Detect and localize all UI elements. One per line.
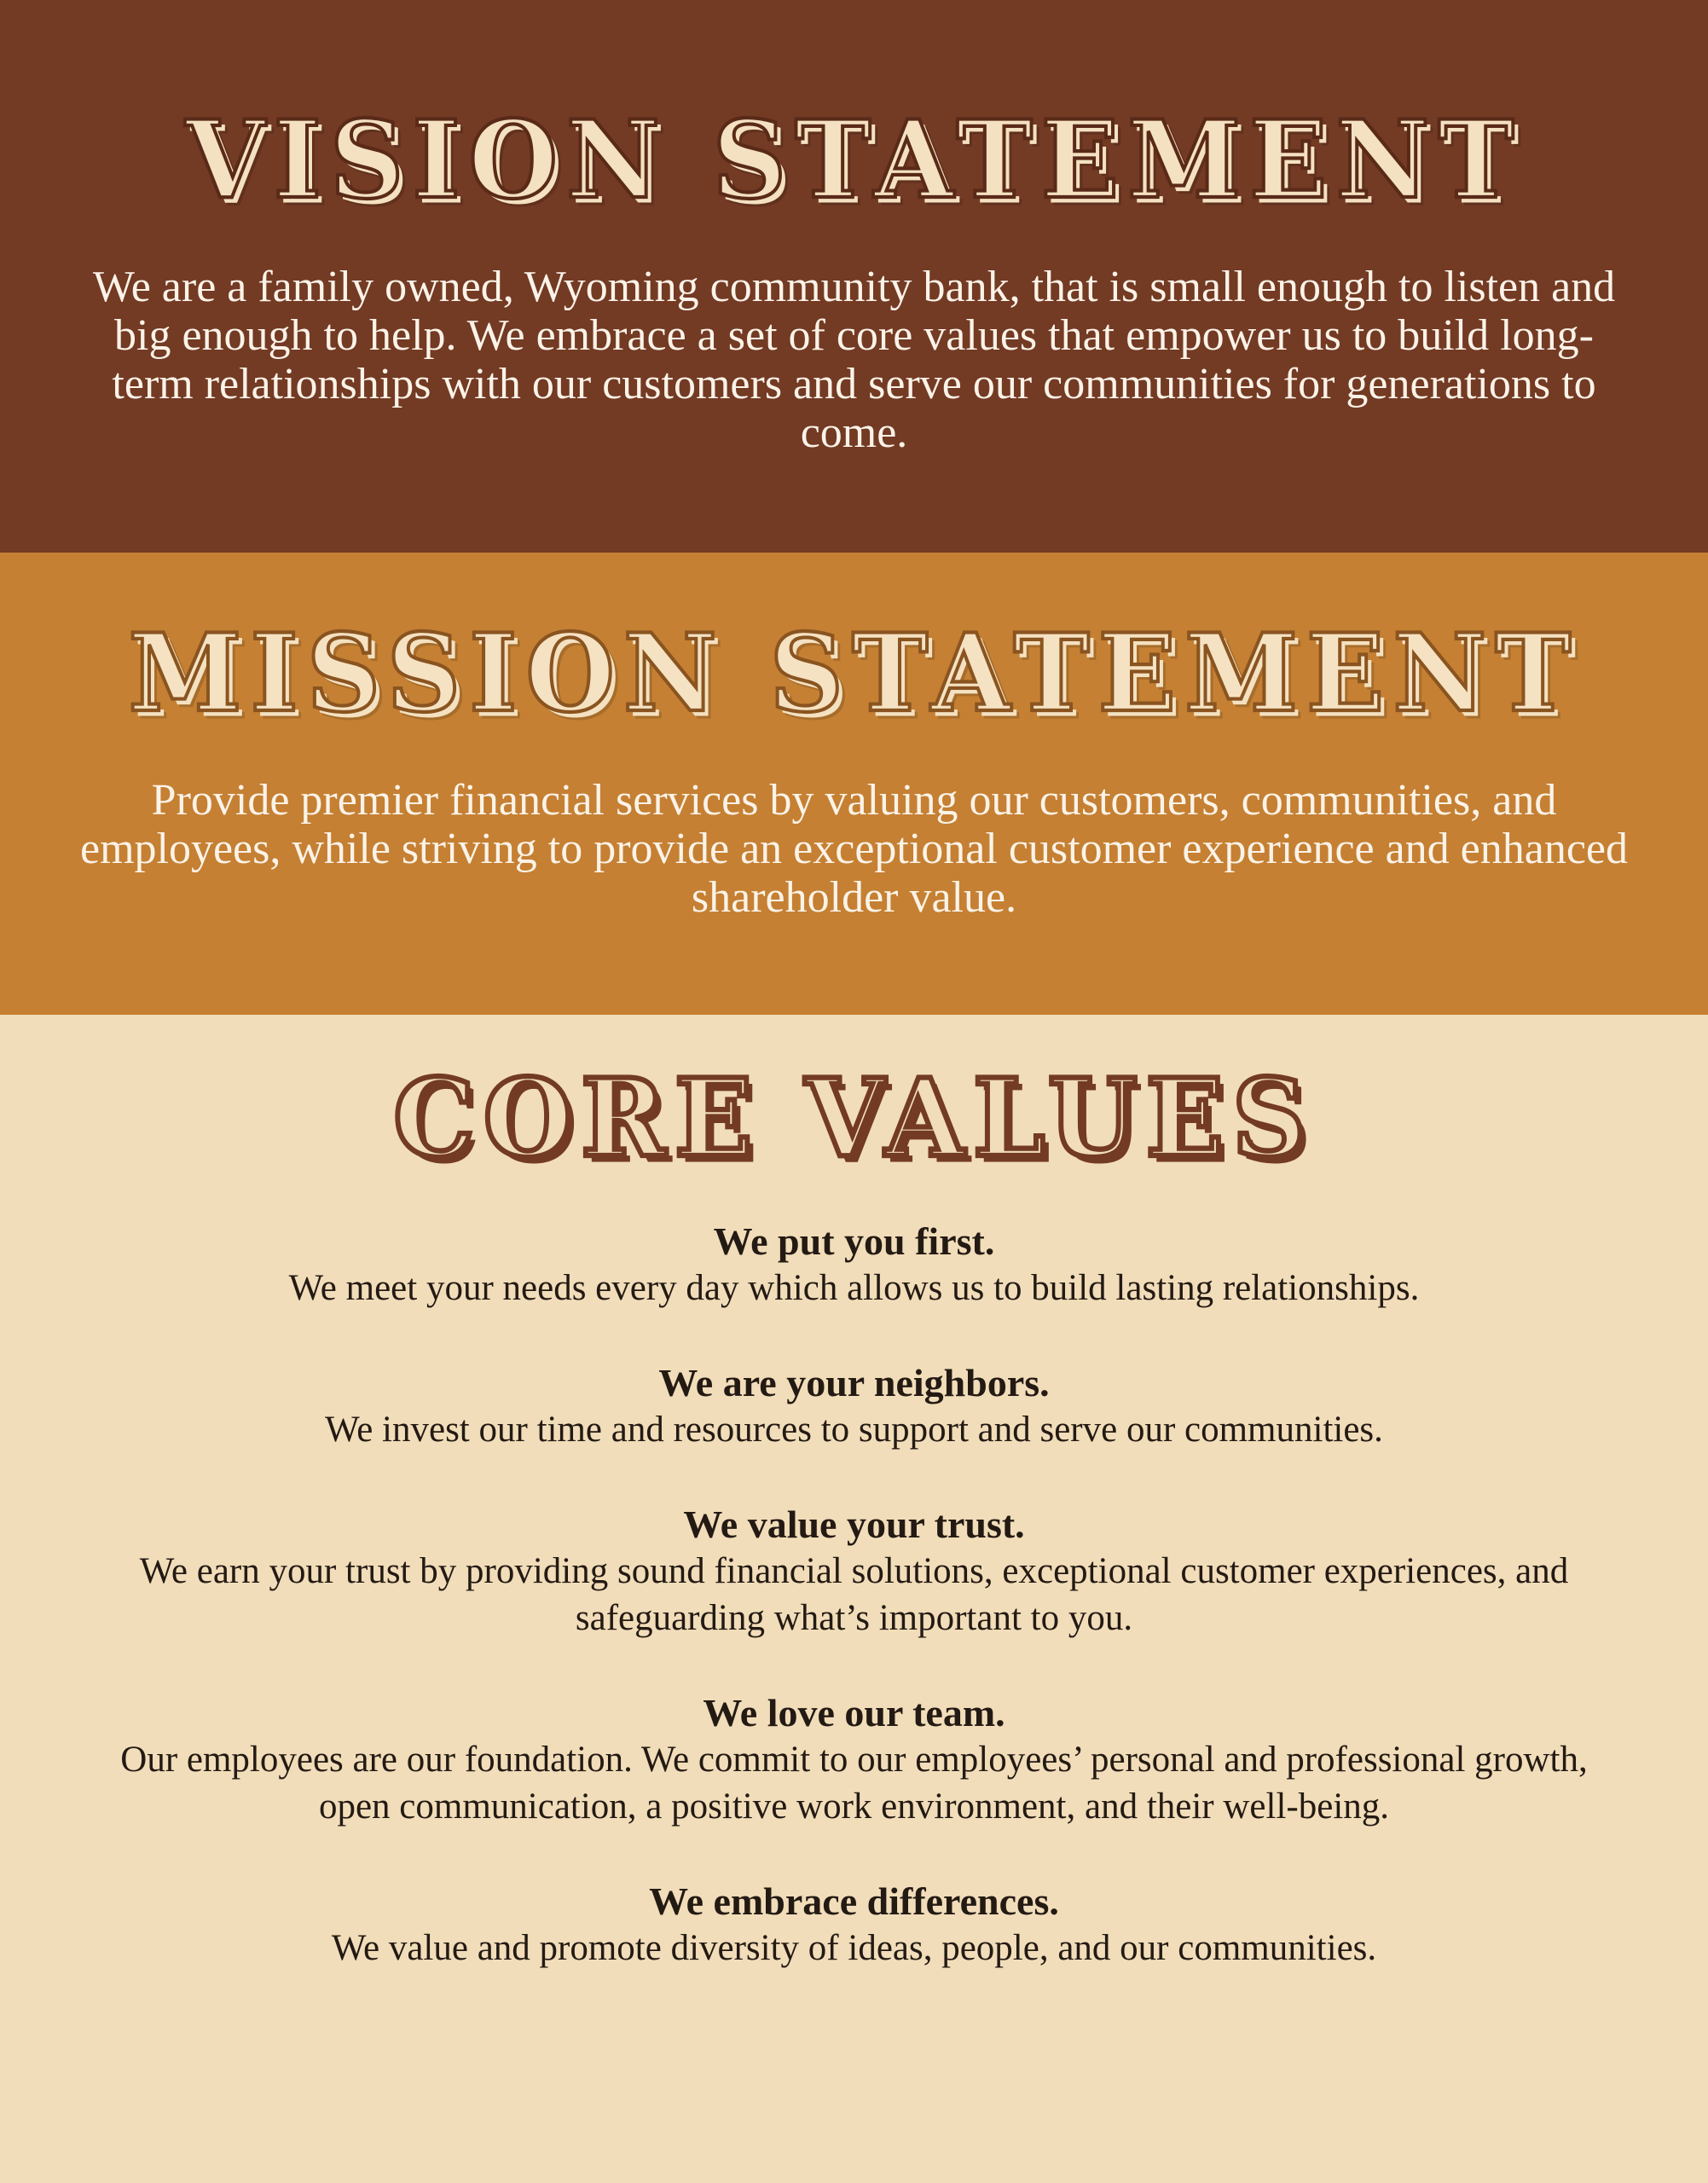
mission-heading: MISSION STATEMENT	[128, 610, 1580, 737]
core-values-section	[0, 1015, 1708, 2183]
vision-section	[0, 0, 1708, 553]
core-value-text: We invest our time and resources to support and serve our communities.	[325, 1410, 1383, 1450]
vision-text: We are a family owned, Wyoming community bank, that is small enough to listen and big enough to help. We embrace a set of core values that empower us to build long-term relationships with our customers and serve our communities for generations to come.	[92, 263, 1616, 457]
core-value-item	[104, 1689, 1605, 1830]
core-value-text: We value and promote diversity of ideas, people, and our communities.	[331, 1928, 1377, 1968]
core-value-text: We earn your trust by providing sound financial solutions, exceptional customer experiences, and safeguarding what’s important to you.	[139, 1551, 1569, 1638]
mission-text: Provide premier financial services by valuing our customers, communities, and employees, while striving to provide an exceptional customer experience and enhanced shareholder value.	[80, 776, 1628, 922]
core-values-list	[0, 1218, 1708, 1972]
core-value-title: We are your neighbors.	[658, 1361, 1050, 1404]
vision-heading: VISION STATEMENT	[185, 96, 1523, 223]
core-value-item	[104, 1501, 1605, 1642]
core-value-text: Our employees are our foundation. We commit to our employees’ personal and professional growth, open communication, a positive work environment, and their well-being.	[120, 1740, 1588, 1827]
core-value-item	[104, 1218, 1605, 1312]
core-value-title: We love our team.	[703, 1691, 1005, 1734]
mission-section	[0, 553, 1708, 1015]
core-value-title: We put you first.	[713, 1219, 995, 1263]
core-value-item	[104, 1359, 1605, 1453]
core-value-text: We meet your needs every day which allows us to build lasting relationships.	[288, 1268, 1420, 1308]
core-value-title: We value your trust.	[683, 1503, 1025, 1546]
core-values-heading: CORE VALUES	[393, 1055, 1315, 1182]
core-value-item	[104, 1878, 1605, 1972]
core-value-title: We embrace differences.	[649, 1879, 1059, 1923]
